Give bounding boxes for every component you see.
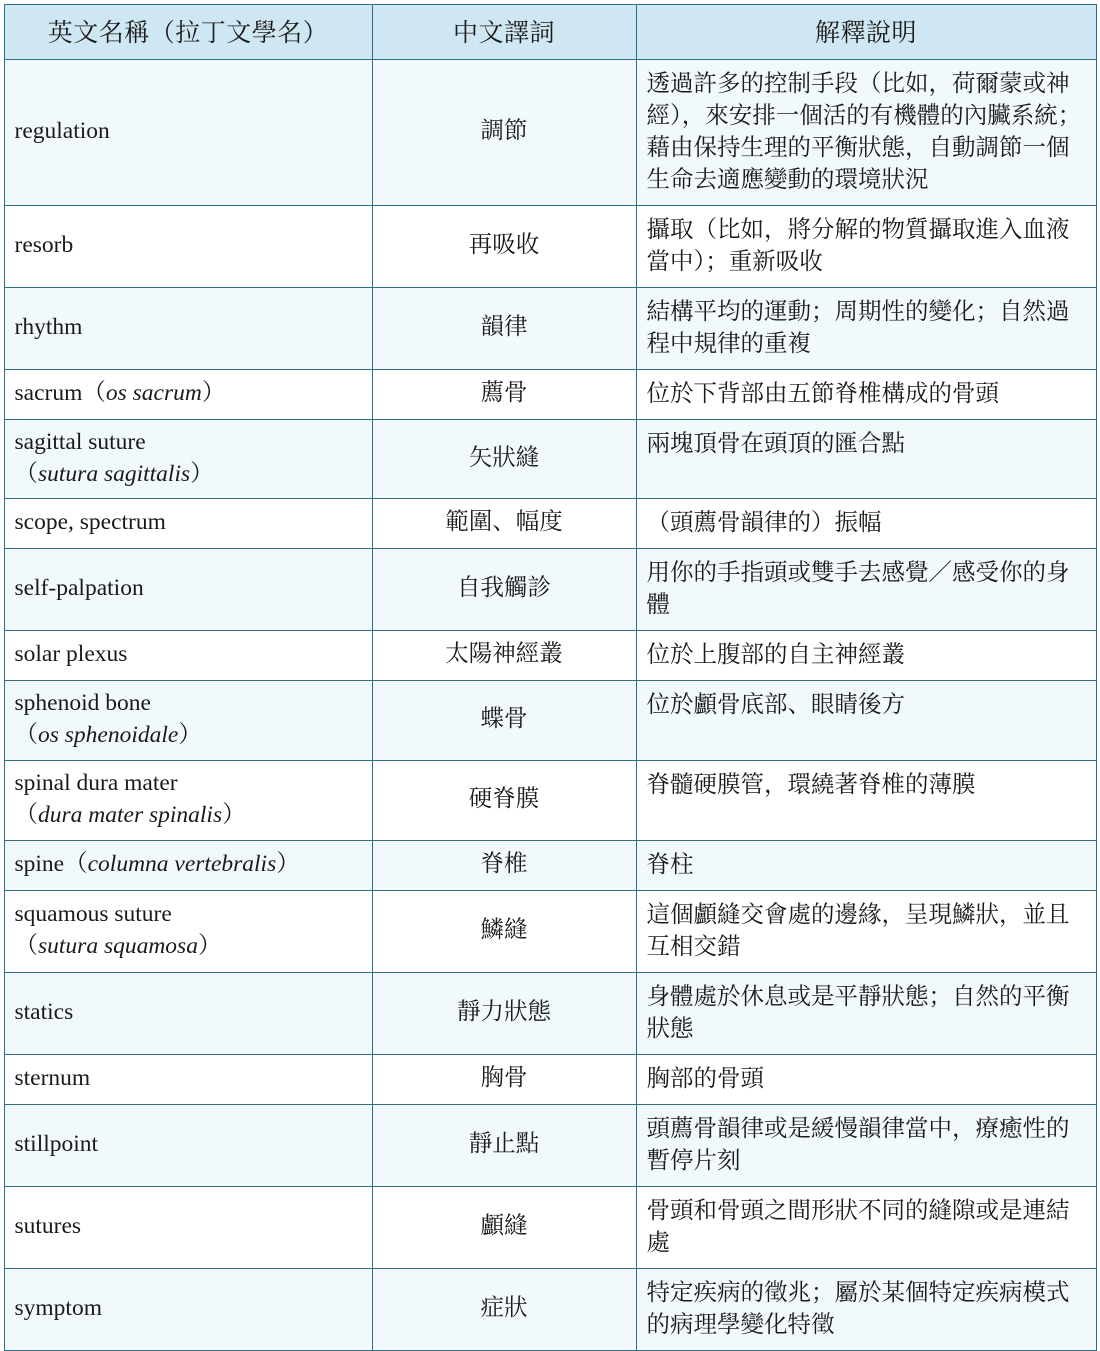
chinese-term-cell: 薦骨 — [372, 369, 636, 419]
term-latin: （dura mater spinalis） — [14, 802, 246, 829]
chinese-term-cell: 矢狀縫 — [372, 419, 636, 499]
term-cell: regulation — [4, 60, 372, 206]
table-row — [4, 1054, 1096, 1104]
term-cell: symptom — [4, 1268, 372, 1350]
explanation-cell: 胸部的骨頭 — [636, 1054, 1096, 1104]
table-header-row — [4, 5, 1096, 60]
term-cell — [4, 681, 372, 761]
term-cell — [4, 419, 372, 499]
term-cell — [4, 369, 372, 419]
explanation-cell: 用你的手指頭或雙手去感覺／感受你的身體 — [636, 549, 1096, 631]
table-row — [4, 761, 1096, 841]
term-latin: （sutura sagittalis） — [14, 460, 214, 487]
chinese-term-cell: 胸骨 — [372, 1054, 636, 1104]
table-row — [4, 205, 1096, 287]
term-english: sphenoid bone — [14, 690, 151, 717]
explanation-cell: 位於下背部由五節脊椎構成的骨頭 — [636, 369, 1096, 419]
chinese-term-cell: 太陽神經叢 — [372, 631, 636, 681]
chinese-term-cell: 症狀 — [372, 1268, 636, 1350]
explanation-cell: 結構平均的運動；周期性的變化；自然過程中規律的重複 — [636, 287, 1096, 369]
explanation-cell: 脊髓硬膜管，環繞著脊椎的薄膜 — [636, 761, 1096, 841]
explanation-cell: 兩塊頂骨在頭頂的匯合點 — [636, 419, 1096, 499]
chinese-term-cell: 範圍、幅度 — [372, 499, 636, 549]
table-row — [4, 419, 1096, 499]
term-cell: solar plexus — [4, 631, 372, 681]
term-latin: （columna vertebralis） — [64, 851, 300, 878]
chinese-term-cell: 顱縫 — [372, 1186, 636, 1268]
column-header-english: 英文名稱（拉丁文學名） — [4, 5, 372, 60]
table-row — [4, 891, 1096, 973]
table-row — [4, 1186, 1096, 1268]
table-row — [4, 631, 1096, 681]
glossary-table — [4, 4, 1097, 1351]
explanation-cell: 位於上腹部的自主神經叢 — [636, 631, 1096, 681]
column-header-chinese: 中文譯詞 — [372, 5, 636, 60]
term-latin: （os sacrum） — [82, 379, 226, 406]
explanation-cell: 這個顱縫交會處的邊緣，呈現鱗狀，並且互相交錯 — [636, 891, 1096, 973]
column-header-explanation: 解釋說明 — [636, 5, 1096, 60]
table-row — [4, 287, 1096, 369]
explanation-cell: 頭薦骨韻律或是緩慢韻律當中，療癒性的暫停片刻 — [636, 1104, 1096, 1186]
term-english: spinal dura mater — [14, 770, 178, 797]
term-cell — [4, 891, 372, 973]
chinese-term-cell: 脊椎 — [372, 841, 636, 891]
term-cell: sutures — [4, 1186, 372, 1268]
chinese-term-cell: 再吸收 — [372, 205, 636, 287]
explanation-cell: 特定疾病的徵兆；屬於某個特定疾病模式的病理學變化特徵 — [636, 1268, 1096, 1350]
term-english: spine — [14, 851, 65, 878]
table-row — [4, 1104, 1096, 1186]
term-cell: resorb — [4, 205, 372, 287]
term-latin: （sutura squamosa） — [14, 933, 222, 960]
chinese-term-cell: 硬脊膜 — [372, 761, 636, 841]
table-row — [4, 60, 1096, 206]
term-english: sagittal suture — [14, 428, 146, 455]
explanation-cell: 骨頭和骨頭之間形狀不同的縫隙或是連結處 — [636, 1186, 1096, 1268]
term-english: sacrum — [14, 379, 83, 406]
chinese-term-cell: 韻律 — [372, 287, 636, 369]
table-row — [4, 841, 1096, 891]
table-row — [4, 1268, 1096, 1350]
explanation-cell: 透過許多的控制手段（比如，荷爾蒙或神經），來安排一個活的有機體的內臟系統；藉由保持生理的平衡狀態，自動調節一個生命去適應變動的環境狀況 — [636, 60, 1096, 206]
term-latin: （os sphenoidale） — [14, 722, 202, 749]
explanation-cell: 身體處於休息或是平靜狀態；自然的平衡狀態 — [636, 972, 1096, 1054]
term-cell: rhythm — [4, 287, 372, 369]
chinese-term-cell: 蝶骨 — [372, 681, 636, 761]
term-cell: self-palpation — [4, 549, 372, 631]
chinese-term-cell: 靜力狀態 — [372, 972, 636, 1054]
chinese-term-cell: 鱗縫 — [372, 891, 636, 973]
term-cell: stillpoint — [4, 1104, 372, 1186]
table-row — [4, 681, 1096, 761]
table-row — [4, 972, 1096, 1054]
term-cell: sternum — [4, 1054, 372, 1104]
term-cell: scope, spectrum — [4, 499, 372, 549]
term-english: squamous suture — [14, 901, 172, 928]
explanation-cell: （頭薦骨韻律的）振幅 — [636, 499, 1096, 549]
term-cell: statics — [4, 972, 372, 1054]
explanation-cell: 脊柱 — [636, 841, 1096, 891]
table-row — [4, 549, 1096, 631]
explanation-cell: 位於顱骨底部、眼睛後方 — [636, 681, 1096, 761]
chinese-term-cell: 調節 — [372, 60, 636, 206]
table-body — [4, 60, 1096, 1351]
term-cell — [4, 761, 372, 841]
explanation-cell: 攝取（比如，將分解的物質攝取進入血液當中）；重新吸收 — [636, 205, 1096, 287]
term-cell — [4, 841, 372, 891]
table-row — [4, 499, 1096, 549]
chinese-term-cell: 靜止點 — [372, 1104, 636, 1186]
table-row — [4, 369, 1096, 419]
chinese-term-cell: 自我觸診 — [372, 549, 636, 631]
